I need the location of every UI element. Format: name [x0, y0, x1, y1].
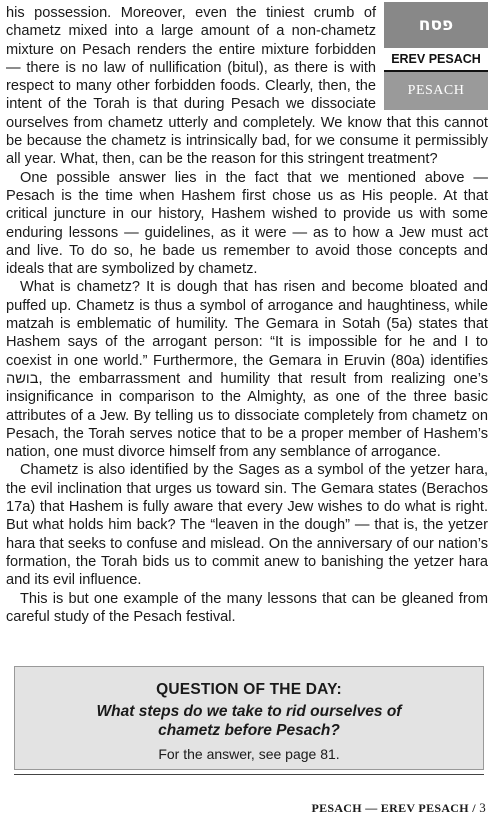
body-text [6, 4, 488, 626]
paragraph-2: One possible answer lies in the fact that we mentioned above — Pesach is the time when Hashem first chose us as His people. At that critical juncture in our history, Hashem wished to provide us with some enduring lessons — guidelines, as it were — as to how a Jew must act and live. To do so, he bade us remember to avoid those concepts and ideals that are symbolized by chametz. [6, 169, 488, 278]
paragraph-4: Chametz is also identified by the Sages as a symbol of the yetzer hara, the evil inclination that urges us toward sin. The Gemara states (Berachos 17a) that Hashem is fully aware that every Jew wishes to do what is right. But what holds him back? The “leaven in the dough” — that is, the yetzer hara that seeks to confuse and mislead. On the anniversary of our nation’s formation, the Torah bids us to commit anew to banishing the yetzer hara and its evil influence. [6, 462, 488, 589]
answer-reference: For the answer, see page 81. [158, 746, 340, 762]
tab-spacer [376, 0, 488, 112]
footer-rule [14, 774, 484, 775]
paragraph-5: This is but one example of the many lessons that can be gleaned from careful study of the Pesach festival. [6, 590, 488, 625]
question-text: What steps do we take to rid ourselves of chametz before Pesach? [96, 703, 402, 739]
question-of-the-day-box [14, 666, 484, 770]
tab-section-name: PESACH [384, 72, 488, 110]
paragraph-3: What is chametz? It is dough that has risen and become bloated and puffed up. Chametz is thus a symbol of arrogance and haughtiness, while matzah is emblematic of humility. The Gemara in Sotah (5a) states that Hashem says of the arrogant person: “It is impossible for he and I to coexist in one world.” Furthermore, the Gemara in Eruvin (80a) identifies בושה, the embarrassment and humility that result from realizing one’s insignificance in comparison to the Almighty, as one of the three basic attributes of a Jew. By telling us to dissociate completely from chametz on Pesach, the Torah serves notice that to be a proper member of Hashem’s nation, one must divorce himself from any semblance of arrogance. [6, 279, 488, 461]
page-number: 3 [479, 800, 486, 815]
paragraph-1: his possession. Moreover, even the tiniest crumb of chametz mixed into a large amount of a non-chametz mixture on Pesach renders the entire mixture forbidden — there is no law of nullification (bitul), as there is with respect to many other forbidden foods. Clearly, then, the intent of the Torah is that during Pesach we dissociate ourselves from chametz utterly and completely. We know that this cannot be because the chametz is intrinsically bad, for we consume it permissibly all year. What, then, can be the reason for this stringent treatment? [6, 5, 488, 168]
page-footer [311, 800, 486, 816]
question-heading: QUESTION OF THE DAY: [156, 681, 342, 698]
running-head: PESACH — EREV PESACH [311, 801, 469, 815]
tab-hebrew-title: פסח [384, 2, 488, 48]
tab-subtitle: EREV PESACH [384, 48, 488, 72]
footer-separator: / [472, 801, 476, 815]
